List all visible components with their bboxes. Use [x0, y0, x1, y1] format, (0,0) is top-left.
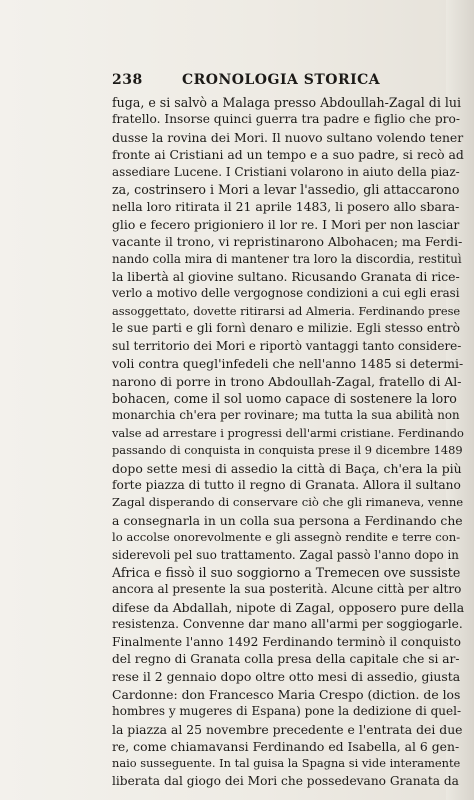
text-line: bohacen, come il sol uomo capace di sostenere la loro: [112, 390, 457, 406]
text-line: difese da Abdallah, nipote di Zagal, opposero pure della: [112, 599, 465, 615]
text-line: la libertà al giovine sultano. Ricusando Granata di rice-: [112, 269, 460, 285]
text-line: liberata dal giogo dei Mori che possedevano Granata da: [112, 773, 459, 788]
text-line: fuga, e si salvò a Malaga presso Abdoullah-Zagal di lui: [112, 95, 462, 110]
text-line: rese il 2 gennaio dopo oltre otto mesi di assedio, giusta: [112, 669, 461, 685]
text-line: dopo sette mesi di assedio la città di Baça, ch'era la più: [112, 460, 462, 476]
text-line: Finalmente l'anno 1492 Ferdinando terminò il conquisto: [112, 634, 461, 649]
text-line: nella loro ritirata il 21 aprile 1483, li posero allo sbara-: [112, 199, 460, 215]
text-line: assediare Lucene. I Cristiani volarono in aiuto della piaz-: [112, 164, 460, 179]
text-line: voli contra quegl'infedeli che nell'anno 1485 si determi-: [112, 356, 464, 372]
text-line: dusse la rovina dei Mori. Il nuovo sultano volendo tener: [112, 129, 464, 145]
text-line: Zagal disperando di conservare ciò che gli rimaneva, venne: [112, 495, 464, 510]
text-line: fronte ai Cristiani ad un tempo e a suo padre, si recò ad: [112, 147, 464, 163]
text-line: le sue parti e gli fornì denaro e milizie. Egli stesso entrò: [112, 321, 460, 336]
body-text: [112, 94, 464, 790]
text-line: narono di porre in trono Abdoullah-Zagal, fratello di Al-: [112, 373, 462, 389]
text-line: Cardonne: don Francesco Maria Crespo (diction. de los: [112, 686, 461, 702]
text-line: hombres y mugeres di Espana) pone la dedizione di quel-: [112, 704, 462, 719]
text-line: sul territorio dei Mori e riportò vantaggi tanto considere-: [112, 338, 462, 353]
text-line: la piazza al 25 novembre precedente e l'entrata dei due: [112, 721, 463, 737]
text-line: del regno di Granata colla presa della capitale che si ar-: [112, 652, 460, 666]
text-line: monarchia ch'era per rovinare; ma tutta la sua abilità non: [112, 408, 460, 423]
text-line: siderevoli pel suo trattamento. Zagal passò l'anno dopo in: [112, 547, 459, 562]
text-line: vacante il trono, vi repristinarono Albohacen; ma Ferdi-: [112, 234, 463, 250]
text-line: za, costrinsero i Mori a levar l'assedio, gli attaccarono: [112, 182, 460, 198]
text-line: glio e fecero prigioniero il lor re. I Mori per non lasciar: [112, 216, 460, 232]
text-line: verlo a motivo delle vergognose condizioni a cui egli erasi: [112, 286, 460, 301]
text-line: assoggettato, dovette ritirarsi ad Almeria. Ferdinando prese: [112, 303, 461, 318]
text-line: valse ad arrestare i progressi dell'armi cristiane. Ferdinando: [112, 425, 464, 440]
text-line: resistenza. Convenne dar mano all'armi per soggiogarle.: [112, 617, 463, 632]
text-line: a consegnarla in un colla sua persona a Ferdinando che: [112, 512, 463, 528]
text-line: forte piazza di tutto il regno di Granata. Allora il sultano: [112, 477, 461, 492]
text-line: Africa e fissò il suo soggiorno a Tremecen ove sussiste: [112, 564, 461, 580]
text-line: ancora al presente la sua posterità. Alcune città per altro: [112, 582, 462, 597]
text-line: naio susseguente. In tal guisa la Spagna si vide interamente: [112, 756, 461, 771]
text-line: re, come chiamavansi Ferdinando ed Isabella, al 6 gen-: [112, 739, 460, 755]
text-line: passando di conquista in conquista prese il 9 dicembre 1489: [112, 443, 463, 458]
running-title: CRONOLOGIA STORICA: [182, 72, 381, 88]
text-line: fratello. Insorse quinci guerra tra padre e figlio che pro-: [112, 112, 460, 127]
page-number: 238: [112, 72, 143, 88]
text-line: nando colla mira di mantener tra loro la discordia, restituì: [112, 251, 462, 266]
text-line: lo accolse onorevolmente e gli assegnò rendite e terre con-: [112, 530, 461, 545]
